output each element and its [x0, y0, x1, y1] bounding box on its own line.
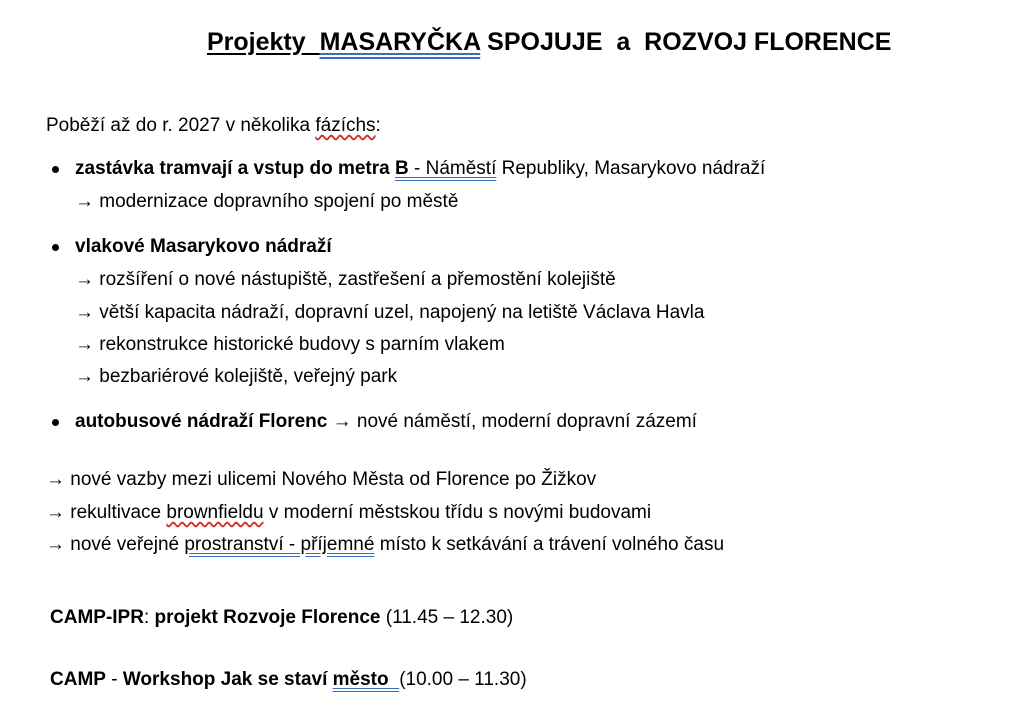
bullet-1-link: - Náměstí — [408, 158, 497, 179]
bullet-2-sub-4: → bezbariérové kolejiště, veřejný park — [75, 366, 398, 387]
bullet-3 — [75, 409, 697, 435]
bullet-1 — [75, 156, 765, 182]
camp-line — [50, 667, 527, 693]
camp-ipr-bold2: projekt Rozvoje Florence — [154, 607, 381, 628]
title-part3: SPOJUJE a ROZVOJ FLORENCE — [480, 28, 892, 56]
bullet-1-sub: → modernizace dopravního spojení po městě — [75, 191, 459, 212]
bullet-2-bold: vlakové Masarykovo nádraží — [75, 236, 332, 257]
bullet-dot-3 — [52, 419, 59, 426]
bullet-dot-2 — [52, 244, 59, 251]
arrow-line-2-c: v moderní městskou třídu s novými budovami — [263, 502, 652, 523]
bullet-2-sub-2: → větší kapacita nádraží, dopravní uzel, napojený na letiště Václava Havla — [75, 302, 705, 323]
camp-bold3: město — [332, 669, 389, 690]
arrow-line-3 — [46, 532, 724, 558]
page-title — [207, 28, 891, 57]
bullet-3-rest: → nové náměstí, moderní dopravní zázemí — [327, 411, 697, 432]
intro-end: : — [375, 115, 381, 136]
camp-bold1: CAMP — [50, 669, 106, 690]
arrow-line-2 — [46, 500, 651, 526]
arrow-line-1: → nové vazby mezi ulicemi Nového Města od Florence po Žižkov — [46, 469, 597, 490]
bullet-1-bold: zastávka tramvají a vstup do metra — [75, 158, 395, 179]
title-part1: Projekty — [207, 28, 320, 56]
camp-ipr-sep: : — [143, 607, 155, 628]
bullet-1-rest: Republiky, Masarykovo nádraží — [496, 158, 766, 179]
camp-ipr-bold1: CAMP-IPR — [50, 607, 144, 628]
title-part2: MASARYČKA — [319, 28, 481, 56]
camp-sep: - — [105, 669, 123, 690]
camp-bold2: Workshop Jak se staví — [122, 669, 333, 690]
intro-paragraph — [46, 113, 381, 139]
camp-time: (10.00 – 11.30) — [399, 669, 527, 690]
camp-ipr-time: (11.45 – 12.30) — [380, 607, 514, 628]
arrow-line-2-b: brownfieldu — [166, 502, 264, 523]
arrow-line-3-c: místo k setkávání a trávení volného času — [374, 534, 725, 555]
bullet-1-bold-b: B — [394, 158, 409, 179]
intro-text: Poběží až do r. 2027 v několika — [46, 115, 316, 136]
bullet-3-bold: autobusové nádraží Florenc — [75, 411, 328, 432]
bullet-2-sub-3: → rekonstrukce historické budovy s parním vlakem — [75, 334, 505, 355]
bullet-2-sub-1: → rozšíření o nové nástupiště, zastřešení a přemostění kolejiště — [75, 269, 616, 290]
arrow-line-3-a: → nové veřejné — [46, 534, 185, 555]
camp-ipr-line — [50, 605, 513, 631]
arrow-line-2-a: → rekultivace — [46, 502, 167, 523]
arrow-line-3-b: prostranství - příjemné — [184, 534, 375, 555]
camp-gap — [389, 669, 400, 690]
bullet-dot-1 — [52, 166, 59, 173]
intro-misspelled: fázíchs — [315, 115, 376, 136]
